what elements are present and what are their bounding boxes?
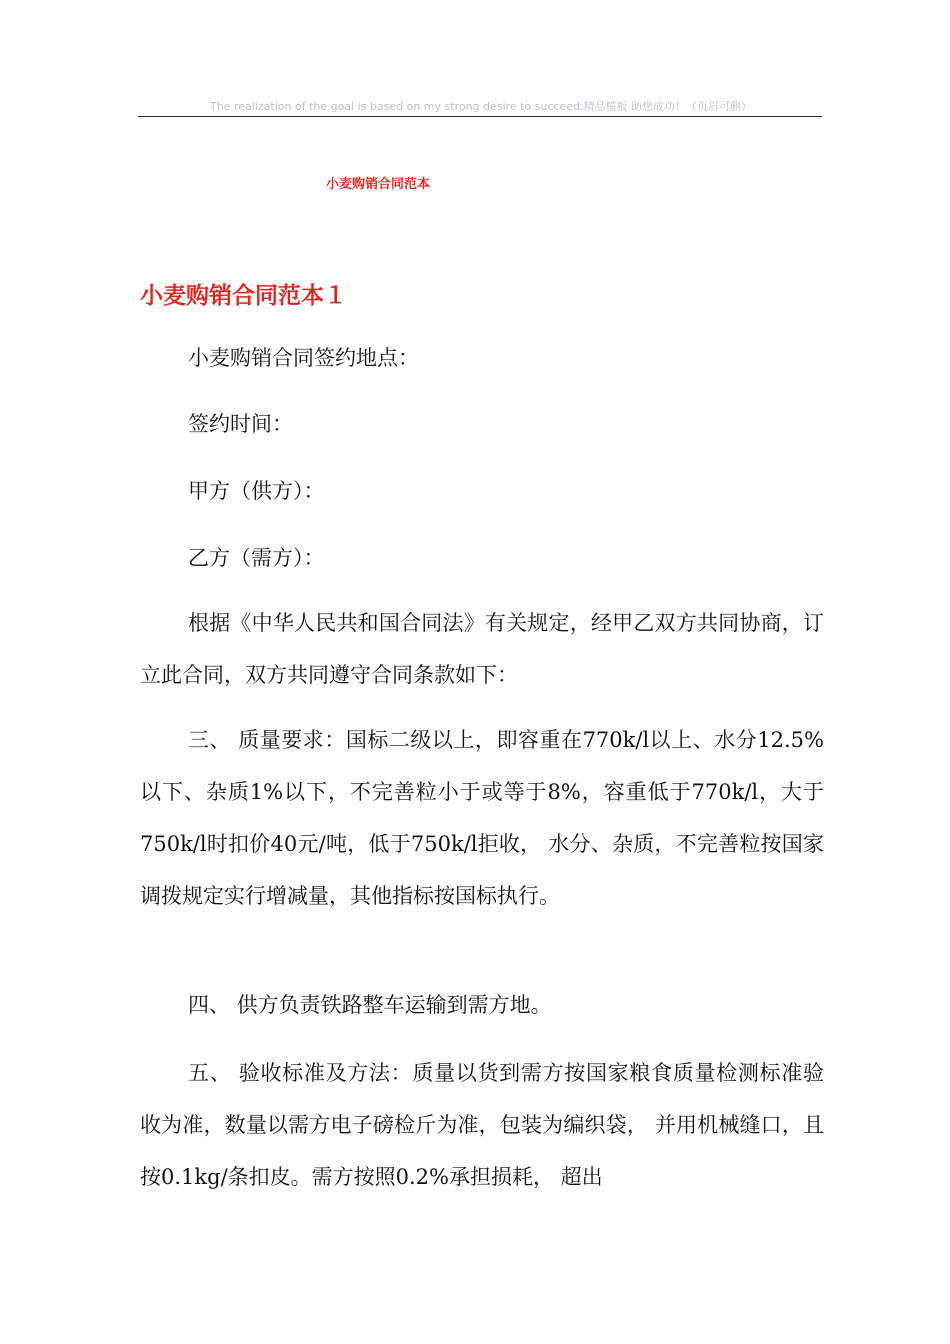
- running-header: The realization of the goal is based on my strong desire to succeed.精品模板 助您成功！（页眉可删）: [210, 100, 752, 113]
- clause-3-paragraph: 三、 质量要求：国标二级以上，即容重在770k/l以上、水分12.5%以下、杂质1%以下，不完善粒小于或等于8%，容重低于770k/l，大于750k/l时扣价40元/吨，低于750k/l拒收， 水分、杂质，不完善粒按国家调拨规定实行增减量，其他指标按国标执行。: [140, 728, 824, 908]
- clause-5-block: [140, 1047, 824, 1203]
- party-b-line: 乙方（需方）：: [188, 546, 325, 570]
- signing-place-line: 小麦购销合同签约地点：: [188, 346, 419, 370]
- document-title: 小麦购销合同范本: [326, 177, 431, 192]
- clause-5-paragraph: 五、 验收标准及方法：质量以货到需方按国家粮食质量检测标准验收为准，数量以需方电子磅检斤为准，包装为编织袋， 并用机械缝口，且按0.1kg/条扣皮。需方按照0.2%承担损耗， 超出: [140, 1061, 824, 1189]
- section-heading: 小麦购销合同范本１: [140, 283, 347, 309]
- party-a-line: 甲方（供方）：: [188, 479, 325, 503]
- clause-3-block: [140, 714, 824, 922]
- intro-paragraph-block: [140, 597, 824, 701]
- header-rule: [138, 116, 822, 117]
- clause-4-block: [140, 979, 824, 1031]
- signing-time-line: 签约时间：: [188, 412, 293, 436]
- intro-paragraph: 根据《中华人民共和国合同法》有关规定，经甲乙双方共同协商，订立此合同，双方共同遵守合同条款如下：: [140, 611, 824, 687]
- clause-4-paragraph: 四、 供方负责铁路整车运输到需方地。: [188, 993, 552, 1017]
